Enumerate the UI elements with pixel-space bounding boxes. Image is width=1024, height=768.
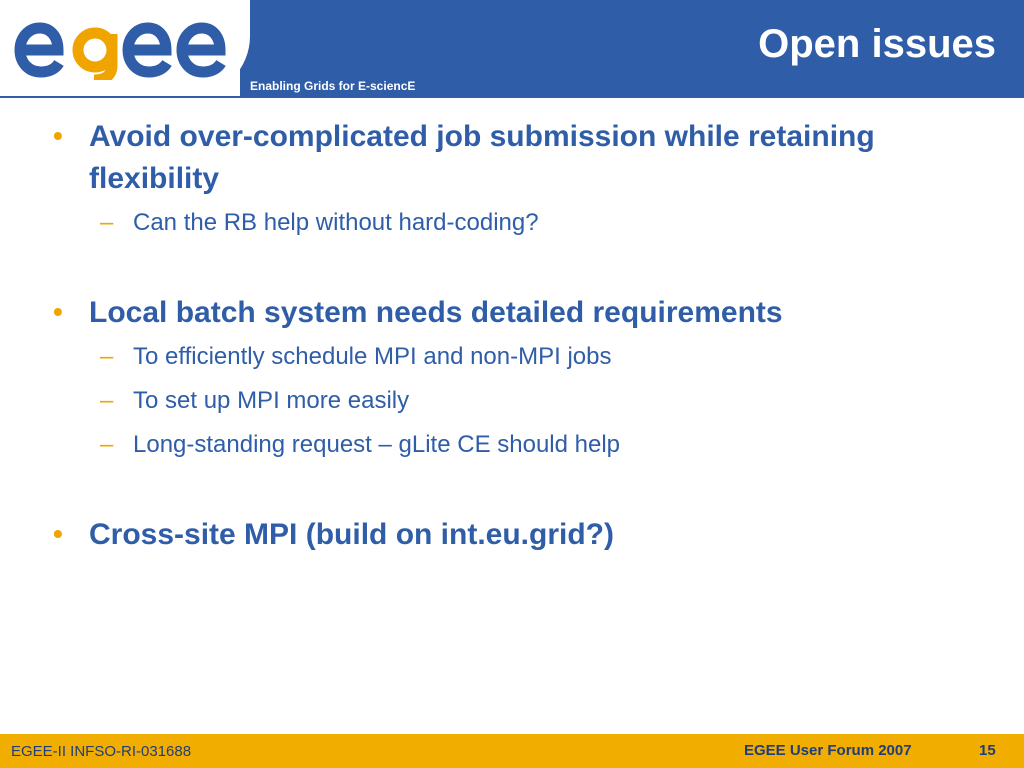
sub-bullet-marker: – xyxy=(100,387,114,414)
sub-bullet-marker: – xyxy=(100,209,114,236)
egee-logo xyxy=(10,14,238,80)
sub-bullet-marker: – xyxy=(100,343,114,370)
page-number: 15 xyxy=(979,742,996,759)
bullet-2-sub-2: To set up MPI more easily xyxy=(133,387,410,414)
bullet-2-text: Local batch system needs detailed requirements xyxy=(89,296,783,329)
bullet-1-sub-1: Can the RB help without hard-coding? xyxy=(133,209,539,236)
header-tagline: Enabling Grids for E-sciencE xyxy=(250,79,416,93)
footer-event-name: EGEE User Forum 2007 xyxy=(744,742,912,759)
bullet-3-text: Cross-site MPI (build on int.eu.grid?) xyxy=(89,518,614,551)
bullet-1-text: Avoid over-complicated job submission while retaining flexibility xyxy=(89,120,875,195)
sub-bullet-marker: – xyxy=(100,431,114,458)
slide-title: Open issues xyxy=(758,22,996,66)
bullet-2-sub-1: To efficiently schedule MPI and non-MPI jobs xyxy=(133,343,612,370)
footer-project-id: EGEE-II INFSO-RI-031688 xyxy=(11,743,192,760)
slide-footer xyxy=(0,734,1024,768)
bullet-marker: • xyxy=(53,296,63,327)
bullet-marker: • xyxy=(53,120,63,151)
slide-header xyxy=(0,0,1024,97)
bullet-2-sub-3: Long-standing request – gLite CE should help xyxy=(133,431,621,458)
header-rule xyxy=(0,96,1024,98)
logo-panel xyxy=(0,0,250,96)
bullet-marker: • xyxy=(53,518,63,549)
